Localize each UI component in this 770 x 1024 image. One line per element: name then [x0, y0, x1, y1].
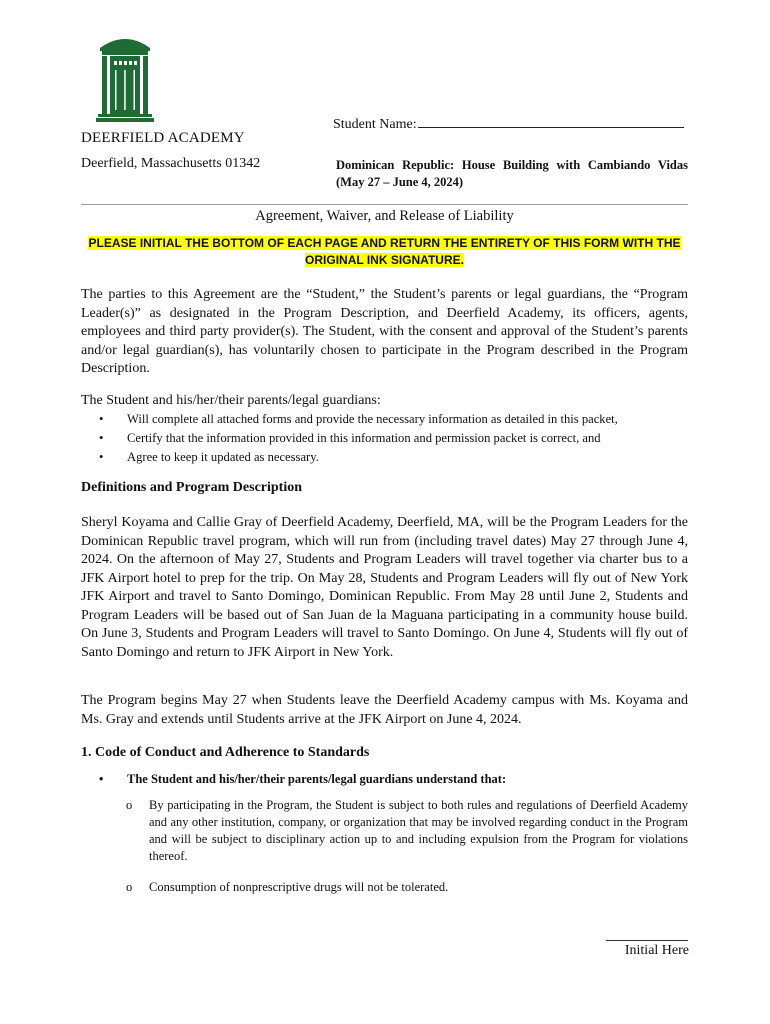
initial-notice-text: PLEASE INITIAL THE BOTTOM OF EACH PAGE AND RETURN THE ENTIRETY OF THIS FORM WITH THE ORIGINAL INK SIGNATURE. — [88, 236, 681, 267]
student-name-label: Student Name: — [333, 117, 417, 132]
program-dates-paragraph: The Program begins May 27 when Students leave the Deerfield Academy campus with Ms. Koyama and Ms. Gray and extends until Students arrive at the JFK Airport on June 4, 2024. — [81, 693, 688, 727]
definitions-paragraph: Sheryl Koyama and Callie Gray of Deerfield Academy, Deerfield, MA, will be the Program Leaders for the Dominican Republic travel program, which will run from (including travel dates) May 27 through June 4, 2024. On the afternoon of May 27, Students and Program Leaders will travel together via charter bus to a JFK Airport hotel to prep for the trip. On May 28, Students and Program Leaders will fly out of New York JFK Airport and travel to Santo Domingo, Dominican Republic. From May 28 until June 2, Students and Program Leaders will be based out of San Juan de la Maguana participating in a community house build. On June 3, Students and Program Leaders will travel to Santo Domingo. On June 4, Students will fly out of Santo Domingo and return to JFK Airport in New York. — [81, 515, 688, 660]
deerfield-doorway-logo-icon — [96, 34, 154, 122]
document-title: Agreement, Waiver, and Release of Liability — [255, 208, 514, 224]
intro-list — [99, 410, 699, 467]
sub-list-item: o By participating in the Program, the Student is subject to both rules and regulations of Deerfield Academy and any other institution, company, or organization that may be involved regarding conduct in the Program and will be subject to disciplinary action up to and including expulsion from the Program for violations thereof. — [126, 798, 688, 863]
list-item: • Certify that the information provided in this information and permission packet is correct, and — [99, 431, 601, 445]
initial-notice — [81, 235, 688, 269]
definitions-heading: Definitions and Program Description — [81, 480, 303, 495]
list-item: • Will complete all attached forms and provide the necessary information as detailed in this packet, — [99, 412, 618, 426]
academy-name: DEERFIELD ACADEMY — [81, 130, 245, 146]
academy-location: Deerfield, Massachusetts 01342 — [81, 156, 261, 171]
initial-label: Initial Here — [624, 943, 689, 958]
student-name-field[interactable] — [333, 114, 684, 133]
initial-line[interactable] — [606, 940, 688, 941]
student-name-line[interactable] — [418, 114, 684, 128]
parties-paragraph: The parties to this Agreement are the “Student,” the Student’s parents or legal guardians, the “Program Leader(s)” as designated in the Program Description, and Deerfield Academy, its officers, agents, employees and third party provider(s). The Student, with the consent and approval of the Student’s parents and/or legal guardian(s), has voluntarily chosen to participate in the Program described in the Program Description. — [81, 287, 688, 376]
section-heading: 1. Code of Conduct and Adherence to Standards — [81, 745, 370, 760]
sub-list-item: o Consumption of nonprescriptive drugs will not be tolerated. — [126, 880, 449, 894]
program-title: Dominican Republic: House Building with Cambiando Vidas (May 27 – June 4, 2024) — [336, 158, 688, 189]
intro-list-heading: The Student and his/her/their parents/legal guardians: — [81, 393, 381, 408]
header-divider — [81, 204, 688, 205]
list-item: • Agree to keep it updated as necessary. — [99, 450, 319, 464]
